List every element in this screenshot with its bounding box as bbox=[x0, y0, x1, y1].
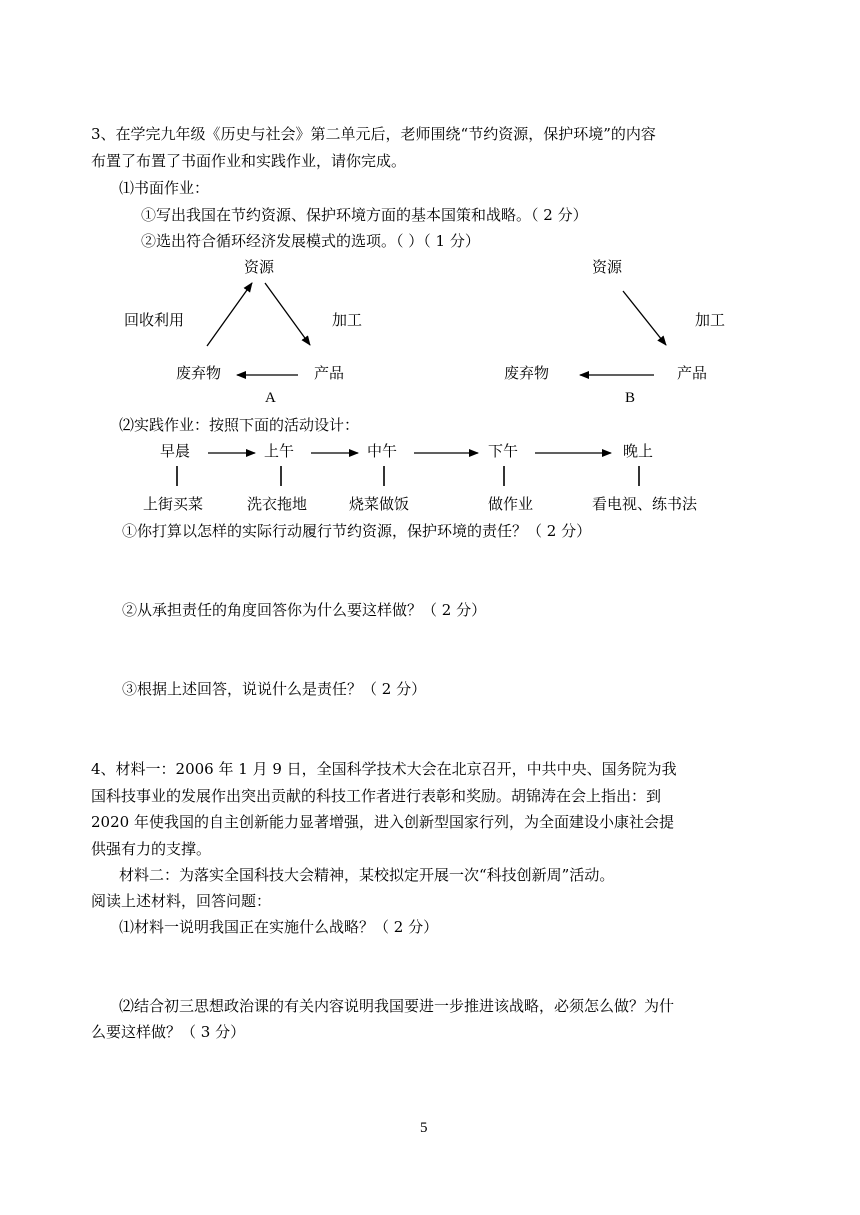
q3-practice-question-2: ②从承担责任的角度回答你为什么要这样做？（ 2 分） bbox=[122, 601, 487, 619]
diagram-a-waste: 废弃物 bbox=[176, 364, 222, 382]
timeline-time-noon: 中午 bbox=[367, 442, 398, 460]
timeline-activity-1: 上街买菜 bbox=[143, 495, 204, 513]
timeline-time-forenoon: 上午 bbox=[264, 442, 295, 460]
q4-instruction: 阅读上述材料，回答问题： bbox=[91, 892, 272, 910]
q4-sub-question-2-line-2: 么要这样做？（ 3 分） bbox=[91, 1023, 246, 1041]
q3-written-sub-1: ①写出我国在节约资源、保护环境方面的基本国策和战略。（ 2 分） bbox=[141, 206, 588, 224]
diagram-b-product: 产品 bbox=[677, 364, 708, 382]
q3-written-label: ⑴书面作业： bbox=[119, 179, 210, 197]
diagram-a-process: 加工 bbox=[332, 311, 363, 329]
q4-line-3: 2020 年使我国的自主创新能力显著增强，进入创新型国家行列，为全面建设小康社会提 bbox=[91, 813, 674, 831]
diagram-a-arrow-recycle bbox=[207, 283, 252, 346]
q3-practice-question-1: ①你打算以怎样的实际行动履行节约资源，保护环境的责任？（ 2 分） bbox=[122, 522, 592, 540]
timeline-activity-4: 做作业 bbox=[488, 495, 534, 513]
q4-sub-question-2-line-1: ⑵结合初三思想政治课的有关内容说明我国要进一步推进该战略，必须怎么做？为什 bbox=[119, 997, 675, 1015]
timeline-time-afternoon: 下午 bbox=[488, 442, 519, 460]
timeline-time-evening: 晚上 bbox=[623, 442, 654, 460]
q3-line-2: 布置了布置了书面作业和实践作业，请你完成。 bbox=[91, 152, 407, 170]
diagram-a-resource: 资源 bbox=[244, 258, 275, 276]
timeline-activity-3: 烧菜做饭 bbox=[349, 495, 410, 513]
page-number: 5 bbox=[420, 1120, 428, 1136]
timeline-activity-2: 洗衣拖地 bbox=[247, 495, 308, 513]
q4-material-2: 材料二：为落实全国科技大会精神，某校拟定开展一次“科技创新周”活动。 bbox=[119, 866, 615, 884]
timeline-time-morning: 早晨 bbox=[160, 442, 191, 460]
q3-line-1: 3、在学完九年级《历史与社会》第二单元后，老师围绕“节约资源，保护环境”的内容 bbox=[91, 125, 656, 143]
q3-practice-label: ⑵实践作业：按照下面的活动设计： bbox=[119, 416, 360, 434]
diagram-b-arrow-process bbox=[623, 291, 666, 345]
timeline-activity-5: 看电视、练书法 bbox=[592, 495, 698, 513]
q3-practice-question-3: ③根据上述回答，说说什么是责任？（ 2 分） bbox=[122, 680, 427, 698]
diagram-a-arrow-process bbox=[265, 283, 310, 345]
q3-written-sub-2: ②选出符合循环经济发展模式的选项。（ ）（ 1 分） bbox=[141, 232, 480, 250]
diagram-b-waste: 废弃物 bbox=[504, 364, 550, 382]
diagram-a-label: A bbox=[265, 390, 276, 406]
diagram-a-product: 产品 bbox=[314, 364, 345, 382]
q4-line-4: 供强有力的支撑。 bbox=[91, 840, 212, 858]
diagram-b-resource: 资源 bbox=[592, 258, 623, 276]
diagram-a-recycle: 回收利用 bbox=[124, 311, 185, 329]
diagram-b-label: B bbox=[625, 390, 636, 406]
diagram-b-process: 加工 bbox=[695, 311, 726, 329]
q4-line-2: 国科技事业的发展作出突出贡献的科技工作者进行表彰和奖励。胡锦涛在会上指出：到 bbox=[91, 787, 662, 805]
q4-sub-question-1: ⑴材料一说明我国正在实施什么战略？（ 2 分） bbox=[119, 918, 439, 936]
q4-line-1: 4、材料一：2006 年 1 月 9 日，全国科学技术大会在北京召开，中共中央、国务院为我 bbox=[91, 760, 677, 778]
